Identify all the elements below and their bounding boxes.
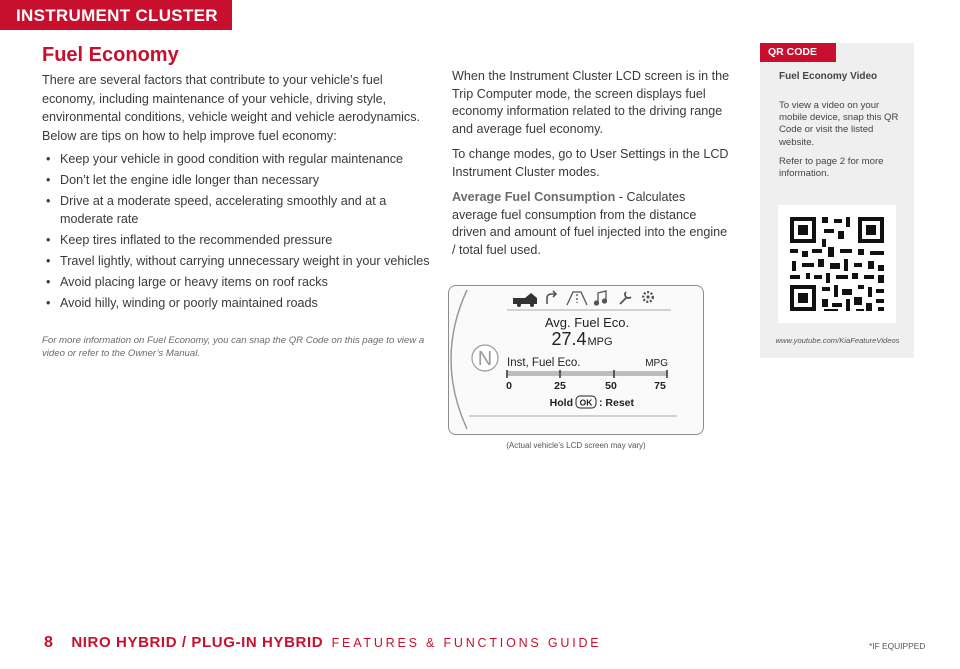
bullet: • [46, 233, 51, 247]
middle-column [452, 68, 730, 267]
qr-code-tab: QR CODE [760, 43, 836, 62]
scale-label: 75 [654, 380, 666, 392]
page-number: 8 [44, 634, 53, 651]
reset-label: : Reset [599, 397, 635, 409]
wrench-icon [620, 292, 631, 304]
trip-computer-paragraph: When the Instrument Cluster LCD screen is in the Trip Computer mode, the screen displays fuel economy information related to the driving range and average fuel economy. [452, 69, 730, 136]
lcd-arc [451, 290, 467, 429]
lcd-caption: (Actual vehicle’s LCD screen may vary) [506, 441, 646, 450]
qr-title: Fuel Economy Video [779, 71, 878, 82]
page-footer [44, 634, 744, 652]
avg-fuel-value: 27.4 [551, 329, 587, 349]
music-icon [595, 291, 607, 305]
guide-title: FEATURES & FUNCTIONS GUIDE [331, 636, 602, 650]
bullet: • [46, 173, 51, 187]
inst-fuel-label: Inst, Fuel Eco. [507, 357, 581, 369]
tip-text: Avoid hilly, winding or poorly maintained roads [60, 296, 318, 310]
intro-paragraph: There are several factors that contribute to your vehicle’s fuel economy, including maintenance of your vehicle, driving style, environmental conditions, vehicle weight and vehicle aerodynamics. Below are tips on how to help improve fuel economy: [42, 73, 421, 143]
qr-url-link[interactable]: www.youtube.com/KiaFeatureVideos [775, 336, 900, 345]
bullet: • [46, 296, 51, 310]
inst-fuel-bar [507, 371, 667, 376]
tip-text: Keep your vehicle in good condition with regular maintenance [60, 152, 404, 166]
qr-body [779, 100, 903, 187]
qr-instructions: To view a video on your mobile device, snap this QR Code or visit the listed website. [779, 100, 899, 148]
hold-label: Hold [549, 397, 573, 409]
model-name: NIRO HYBRID / PLUG-IN HYBRID [71, 634, 324, 651]
scale-label: 0 [506, 380, 512, 392]
list-item [42, 294, 434, 312]
gear-icon [643, 292, 653, 302]
tip-text: Drive at a moderate speed, accelerating smoothly and at a moderate rate [60, 194, 387, 226]
avg-fuel-unit: MPG [587, 336, 613, 348]
change-modes-paragraph: To change modes, go to User Settings in the LCD Instrument Cluster modes. [452, 147, 729, 179]
qr-code-panel [760, 43, 914, 358]
term-label: Average Fuel Consumption [452, 190, 616, 204]
route-icon [547, 291, 556, 304]
list-item [42, 231, 434, 249]
tip-text: Don’t let the engine idle longer than necessary [60, 173, 320, 187]
ok-button-label: OK [579, 397, 593, 408]
footnote: For more information on Fuel Economy, you can snap the QR Code on this page to view a video or refer to the Owner’s Manual. [42, 335, 425, 359]
bullet: • [46, 275, 51, 289]
lcd-screen-graphic [449, 286, 702, 433]
list-item [42, 150, 434, 168]
lane-icon [567, 292, 587, 305]
section-tab: INSTRUMENT CLUSTER [0, 0, 232, 30]
inst-fuel-unit: MPG [645, 358, 668, 369]
tip-text: Keep tires inflated to the recommended pressure [60, 233, 333, 247]
qr-reference: Refer to page 2 for more information. [779, 155, 884, 180]
scale-label: 50 [605, 380, 617, 392]
qr-code-graphic [778, 205, 896, 323]
list-item [42, 252, 434, 270]
tip-text: Avoid placing large or heavy items on roof racks [60, 275, 328, 289]
qr-code-image[interactable] [778, 205, 896, 323]
list-item [42, 192, 434, 228]
car-icon [513, 293, 537, 307]
gear-indicator: N [477, 348, 493, 370]
tip-text: Travel lightly, without carrying unnecessary weight in your vehicles [60, 254, 430, 268]
bullet: • [46, 152, 51, 166]
bullet: • [46, 254, 51, 268]
avg-fuel-paragraph [452, 189, 730, 259]
lcd-screen-illustration [448, 285, 704, 435]
list-item [42, 171, 434, 189]
list-item [42, 273, 434, 291]
term-description: - Calculates average fuel consumption from the distance driven and amount of fuel injected into the engine / total fuel used. [452, 190, 728, 257]
if-equipped-note: *IF EQUIPPED [869, 641, 926, 651]
avg-fuel-label: Avg. Fuel Eco. [544, 315, 630, 330]
scale-label: 25 [554, 380, 566, 392]
bullet: • [46, 194, 51, 208]
tips-list [42, 150, 434, 315]
section-heading: Fuel Economy [42, 44, 179, 66]
